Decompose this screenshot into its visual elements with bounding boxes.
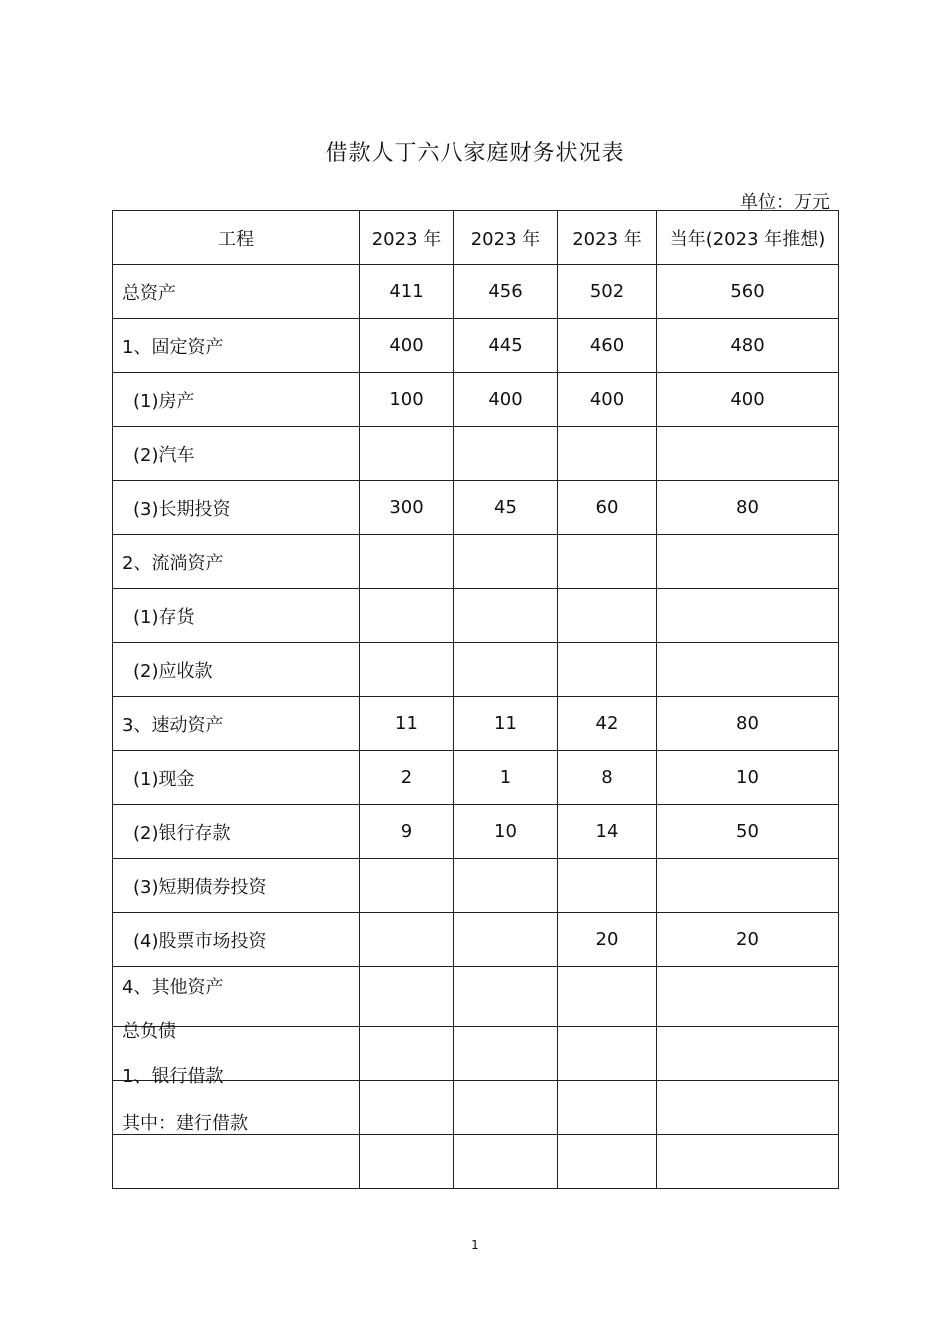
cell-value: 20 xyxy=(657,913,839,967)
cell-value xyxy=(454,643,558,697)
row-label: (2)银行存款 xyxy=(113,805,360,859)
cell-value xyxy=(657,1027,839,1081)
table-row xyxy=(113,319,839,373)
cell-value: 42 xyxy=(558,697,657,751)
page-number: 1 xyxy=(471,1238,479,1252)
cell-value: 60 xyxy=(558,481,657,535)
row-label: (3)短期债券投资 xyxy=(113,859,360,913)
cell-value: 20 xyxy=(558,913,657,967)
row-label: 2、流淌资产 xyxy=(113,535,360,589)
table-row xyxy=(113,535,839,589)
cell-value xyxy=(454,967,558,1027)
cell-value xyxy=(360,643,454,697)
cell-value: 480 xyxy=(657,319,839,373)
cell-value: 411 xyxy=(360,265,454,319)
row-label: (1)房产 xyxy=(113,373,360,427)
cell-value xyxy=(360,535,454,589)
row-label: (4)股票市场投资 xyxy=(113,913,360,967)
row-label: (1)现金 xyxy=(113,751,360,805)
row-label: 3、速动资产 xyxy=(113,697,360,751)
cell-value xyxy=(558,589,657,643)
cell-value: 1 xyxy=(454,751,558,805)
cell-value xyxy=(558,859,657,913)
table-row xyxy=(113,697,839,751)
row-label: 4、其他资产 xyxy=(113,967,360,1027)
cell-value xyxy=(657,535,839,589)
table-row xyxy=(113,751,839,805)
cell-value: 10 xyxy=(454,805,558,859)
table-row xyxy=(113,589,839,643)
cell-value: 8 xyxy=(558,751,657,805)
cell-value: 400 xyxy=(558,373,657,427)
cell-value xyxy=(657,1081,839,1135)
cell-value: 100 xyxy=(360,373,454,427)
header-year-1: 2023 年 xyxy=(360,211,454,265)
row-label: 总资产 xyxy=(113,265,360,319)
cell-value: 9 xyxy=(360,805,454,859)
cell-value xyxy=(360,859,454,913)
header-year-2: 2023 年 xyxy=(454,211,558,265)
cell-value xyxy=(360,1081,454,1135)
cell-value xyxy=(558,967,657,1027)
cell-value xyxy=(360,967,454,1027)
table-row xyxy=(113,427,839,481)
cell-value xyxy=(558,1027,657,1081)
cell-value: 80 xyxy=(657,697,839,751)
table-row xyxy=(113,481,839,535)
cell-value xyxy=(360,589,454,643)
cell-value xyxy=(657,967,839,1027)
cell-value xyxy=(558,427,657,481)
page-title: 借款人丁六八家庭财务状况表 xyxy=(325,141,625,166)
cell-value: 400 xyxy=(657,373,839,427)
table-row xyxy=(113,913,839,967)
table-row xyxy=(113,373,839,427)
cell-value xyxy=(454,1135,558,1189)
cell-value xyxy=(558,535,657,589)
unit-label: 单位：万元 xyxy=(740,192,830,213)
row-label: (2)应收款 xyxy=(113,643,360,697)
row-label: (1)存货 xyxy=(113,589,360,643)
cell-value xyxy=(454,859,558,913)
cell-value xyxy=(454,1027,558,1081)
cell-value: 400 xyxy=(360,319,454,373)
cell-value: 10 xyxy=(657,751,839,805)
row-label: (3)长期投资 xyxy=(113,481,360,535)
cell-value: 300 xyxy=(360,481,454,535)
table-row xyxy=(113,643,839,697)
cell-value: 14 xyxy=(558,805,657,859)
cell-value xyxy=(558,643,657,697)
cell-value: 11 xyxy=(360,697,454,751)
cell-value xyxy=(360,1135,454,1189)
table-row xyxy=(113,1135,839,1189)
financial-status-table xyxy=(112,210,839,1189)
header-forecast: 当年(2023 年推想) xyxy=(657,211,839,265)
cell-value xyxy=(454,913,558,967)
table-row xyxy=(113,967,839,1027)
cell-value xyxy=(558,1135,657,1189)
cell-value: 2 xyxy=(360,751,454,805)
cell-value xyxy=(360,913,454,967)
row-label xyxy=(113,1135,360,1189)
cell-value: 11 xyxy=(454,697,558,751)
cell-value xyxy=(657,859,839,913)
header-item: 工程 xyxy=(113,211,360,265)
cell-value: 400 xyxy=(454,373,558,427)
cell-value: 456 xyxy=(454,265,558,319)
cell-value xyxy=(360,427,454,481)
table-row xyxy=(113,805,839,859)
cell-value xyxy=(454,1081,558,1135)
cell-value: 80 xyxy=(657,481,839,535)
row-label: (2)汽车 xyxy=(113,427,360,481)
cell-value xyxy=(657,589,839,643)
cell-value: 460 xyxy=(558,319,657,373)
cell-value: 560 xyxy=(657,265,839,319)
cell-value xyxy=(454,427,558,481)
cell-value xyxy=(657,1135,839,1189)
cell-value: 502 xyxy=(558,265,657,319)
header-year-3: 2023 年 xyxy=(558,211,657,265)
table-header-row xyxy=(113,211,839,265)
cell-value xyxy=(454,535,558,589)
cell-value xyxy=(360,1027,454,1081)
cell-value: 445 xyxy=(454,319,558,373)
table-row xyxy=(113,265,839,319)
bank-loan-label: 1、银行借款 xyxy=(122,1066,224,1087)
total-liabilities-label: 总负债 xyxy=(122,1021,176,1042)
cell-value xyxy=(657,427,839,481)
cell-value xyxy=(657,643,839,697)
ccb-loan-label: 其中：建行借款 xyxy=(122,1113,248,1134)
cell-value: 45 xyxy=(454,481,558,535)
row-label: 1、固定资产 xyxy=(113,319,360,373)
table-row xyxy=(113,859,839,913)
cell-value xyxy=(454,589,558,643)
cell-value xyxy=(558,1081,657,1135)
cell-value: 50 xyxy=(657,805,839,859)
